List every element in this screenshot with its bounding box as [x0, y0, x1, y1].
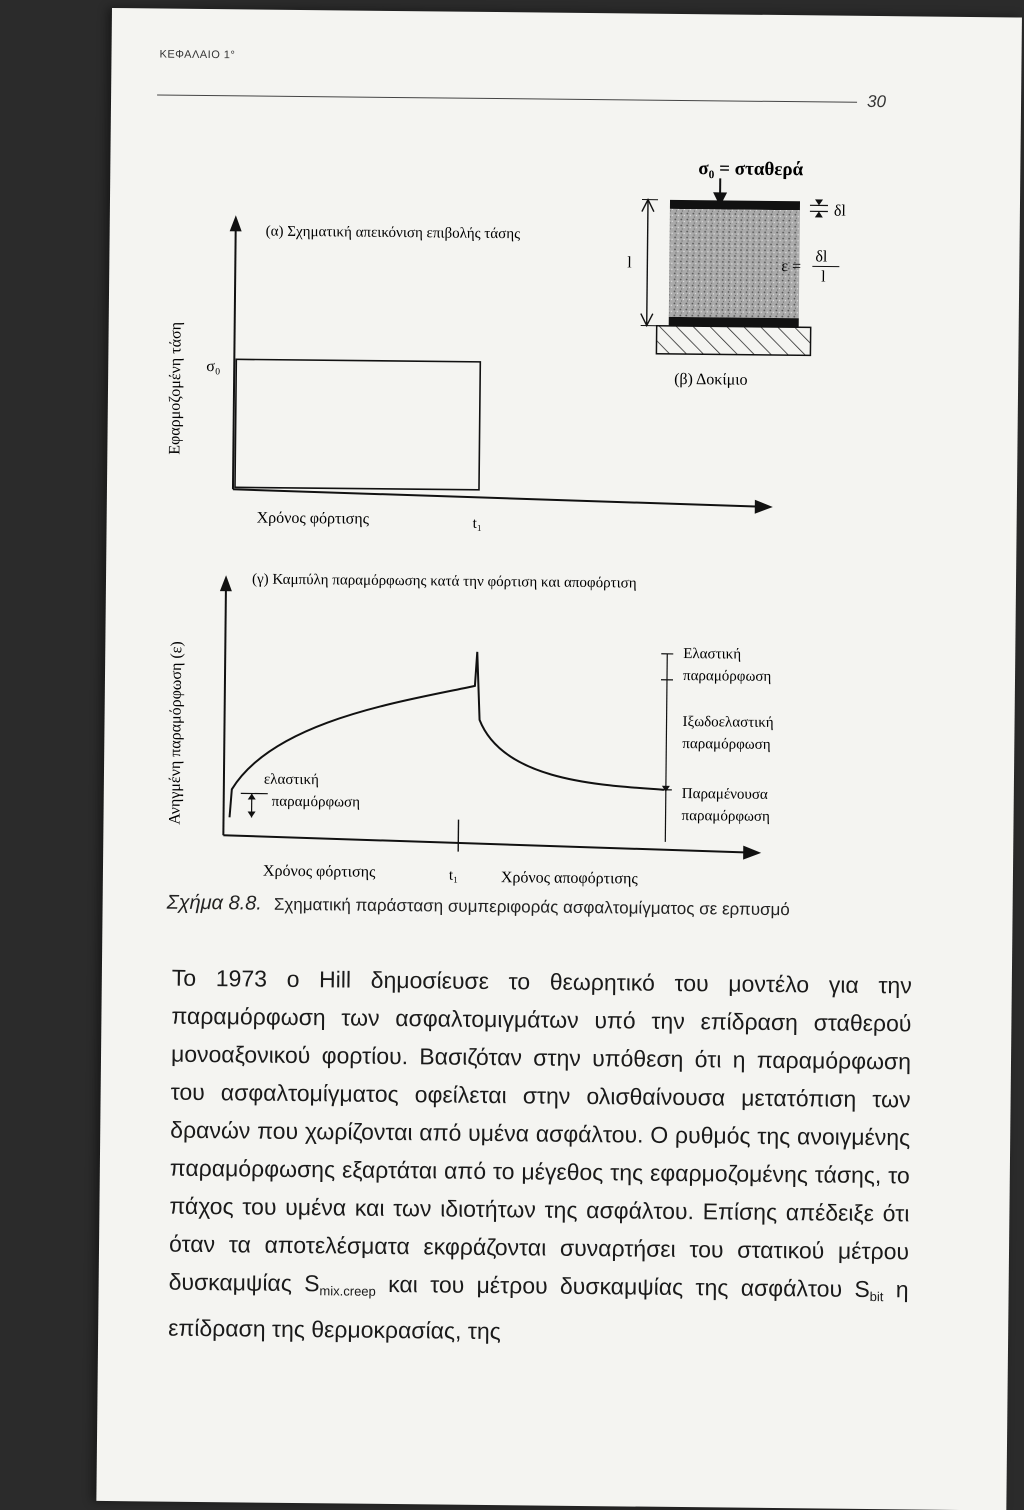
- panel-c-xlabel-loading: Χρόνος φόρτισης: [263, 863, 376, 881]
- panel-a-x-arrow: [755, 500, 773, 514]
- panel-c-ylabel: Ανηγμένη παραμόρφωση (ε): [166, 641, 185, 825]
- strain-dimension-line: [665, 654, 667, 842]
- panel-c-xlabel-unloading: Χρόνος αποφόρτισης: [501, 869, 639, 887]
- height-label: l: [627, 254, 632, 271]
- specimen-diagram: [626, 157, 847, 389]
- panel-a-y-arrow: [230, 215, 242, 231]
- elastic-label-2: παραμόρφωση: [272, 794, 361, 811]
- right-visco-2: παραμόρφωση: [682, 736, 771, 753]
- right-elastic-2: παραμόρφωση: [683, 668, 772, 685]
- stress-step: [235, 359, 480, 490]
- creep-figure: [103, 8, 1022, 897]
- elastic-label-1: ελαστική: [264, 772, 319, 789]
- caption-number: Σχήμα 8.8.: [167, 892, 263, 915]
- sigma-constant-label: σ₀ = σταθερά: [698, 158, 803, 180]
- panel-a-title: (α) Σχηματική απεικόνιση επιβολής τάσης: [266, 224, 521, 243]
- subscript-mix-creep: mix.creep: [319, 1283, 376, 1299]
- panel-a-xlabel: Χρόνος φόρτισης: [257, 510, 370, 528]
- panel-b-title: (β) Δοκίμιο: [674, 371, 748, 389]
- panel-a-x-axis: [233, 489, 767, 507]
- strain-numerator: δl: [815, 248, 828, 265]
- paragraph: Το 1973 ο Hill δημοσίευσε το θεωρητικό του μοντέλο για την παραμόρφωση των ασφαλτομιγμάτων υπό την επίδραση σταθερού μονοαξονικού φορτίου. Βασιζόταν στην υπόθεση ότι η παραμόρφωση του ασφαλτομίγματος οφείλεται στην ολισθαίνουσα μετατόπιση των δρανών που χωρίζονται από υμένα ασφάλτου. Ο ρυθμός της ανοιγμένης παραμόρφωσης εξαρτάται από το μέγεθος της εφαρμοζομένης τάσης, το πάχος του υμένα και των ιδιοτήτων της ασφάλτου. Επίσης απέδειξε ότι όταν τα αποτελέσματα εκφράζονται συναρτήσει του στατικού μέτρου δυσκαμψίας $S_{mix.creep}$ και του μέτρου δυσκαμψίας της ασφάλτου $S_{bit}$ η επίδραση της θερμοκρασίας, της: [168, 959, 912, 1355]
- chapter-header: ΚΕΦΑΛΑΙΟ 1°: [159, 49, 235, 62]
- asphalt-specimen: [669, 209, 800, 318]
- body-text: [168, 959, 912, 1355]
- panel-c: [166, 571, 775, 889]
- sigma0-label: σ₀: [206, 358, 220, 375]
- panel-a-ylabel: Εφαρμοζομένη τάση: [166, 322, 184, 455]
- right-visco-1: Ιξωδοελαστική: [682, 714, 773, 731]
- right-elastic-1: Ελαστική: [683, 646, 741, 663]
- page-number: 30: [867, 92, 886, 112]
- figure-caption: [167, 892, 967, 923]
- right-perm-1: Παραμένουσα: [682, 786, 768, 803]
- top-plate: [670, 200, 800, 210]
- strain-denominator: l: [821, 268, 826, 285]
- delta-label: δl: [834, 203, 847, 220]
- height-dimension: [647, 200, 648, 326]
- panel-c-y-axis: [223, 587, 226, 835]
- right-perm-2: παραμόρφωση: [681, 808, 770, 825]
- panel-c-title: (γ) Καμπύλη παραμόρφωσης κατά την φόρτιση και αποφόρτιση: [252, 571, 637, 591]
- base-support: [656, 326, 810, 356]
- strain-lhs: ε =: [781, 258, 801, 275]
- panel-c-x-axis: [223, 835, 755, 853]
- subscript-bit: bit: [870, 1289, 884, 1304]
- caption-text: Σχηματική παράσταση συμπεριφοράς ασφαλτομίγματος σε ερπυσμό: [274, 895, 790, 919]
- panel-c-t1: t₁: [449, 868, 459, 884]
- panel-a-t1: t₁: [473, 516, 483, 532]
- book-page: [96, 8, 1022, 1510]
